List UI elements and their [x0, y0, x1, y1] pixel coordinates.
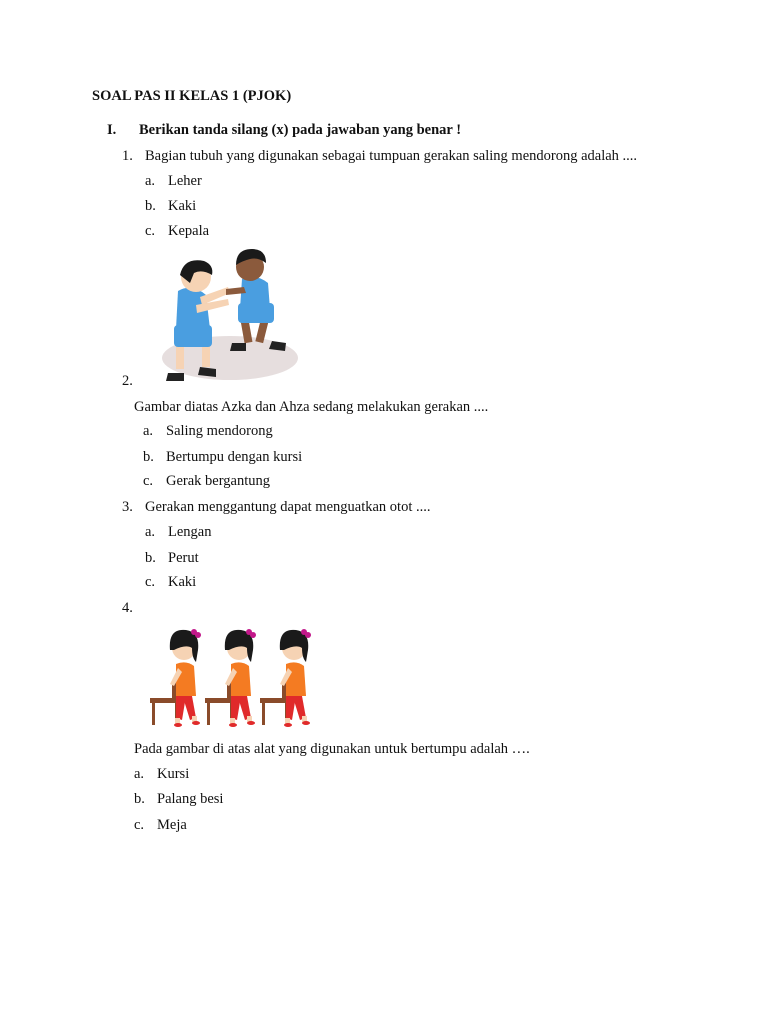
- option-letter: c.: [143, 473, 154, 489]
- option-letter: c.: [145, 574, 156, 590]
- question-text: Pada gambar di atas alat yang digunakan untuk bertumpu adalah ….: [134, 741, 530, 757]
- option-letter: b.: [145, 198, 156, 214]
- page-title: SOAL PAS II KELAS 1 (PJOK): [92, 88, 292, 104]
- option-text: Palang besi: [157, 791, 224, 807]
- option-text: Lengan: [168, 524, 212, 540]
- option-letter: b.: [145, 550, 156, 566]
- option-text: Bertumpu dengan kursi: [166, 449, 303, 465]
- section-instruction: Berikan tanda silang (x) pada jawaban yang benar !: [139, 122, 462, 138]
- boys-pushing-illustration: [150, 245, 302, 387]
- option-letter: a.: [134, 766, 145, 782]
- section-numeral: I.: [107, 122, 117, 138]
- question-number: 3.: [122, 499, 133, 515]
- option-letter: a.: [145, 524, 156, 540]
- question-text: Gambar diatas Azka dan Ahza sedang melakukan gerakan ....: [134, 399, 489, 415]
- question-number: 1.: [122, 148, 133, 164]
- option-text: Kursi: [157, 766, 190, 782]
- option-text: Leher: [168, 173, 202, 189]
- option-text: Kaki: [168, 198, 197, 214]
- question-text: Gerakan menggantung dapat menguatkan otot ....: [145, 499, 431, 515]
- option-text: Kaki: [168, 574, 197, 590]
- option-letter: c.: [134, 817, 145, 833]
- option-letter: c.: [145, 223, 156, 239]
- option-text: Kepala: [168, 223, 210, 239]
- option-text: Meja: [157, 817, 187, 833]
- option-letter: a.: [143, 423, 154, 439]
- option-text: Perut: [168, 550, 199, 566]
- question-text: Bagian tubuh yang digunakan sebagai tumpuan gerakan saling mendorong adalah ....: [145, 148, 638, 164]
- boy-right: [226, 249, 286, 351]
- option-text: Gerak bergantung: [166, 473, 271, 489]
- option-letter: a.: [145, 173, 156, 189]
- question-number: 2.: [122, 373, 133, 389]
- option-text: Saling mendorong: [166, 423, 273, 439]
- question-number: 4.: [122, 600, 133, 616]
- option-letter: b.: [134, 791, 145, 807]
- option-letter: b.: [143, 449, 154, 465]
- girls-chair-illustration: [148, 624, 320, 730]
